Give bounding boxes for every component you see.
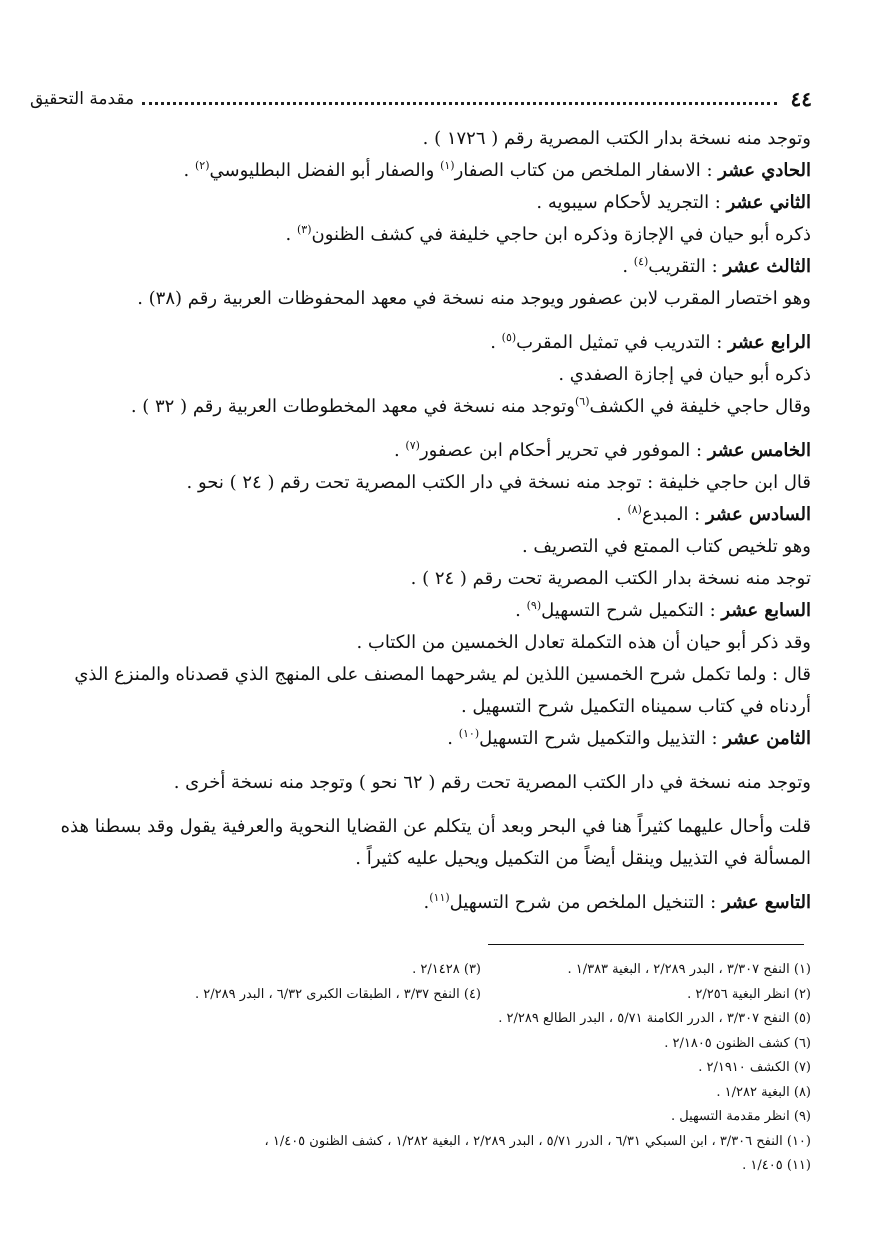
- entry-label: الثاني عشر: [726, 192, 811, 213]
- entry-heading: الثامن عشر : التذييل والتكميل شرح التسهيل$^{(١٠)}$ .: [447, 727, 811, 749]
- footnote-ref: (١): [440, 159, 455, 172]
- footnote-line: [60, 1007, 811, 1032]
- entry-heading: الحادي عشر : الاسفار الملخص من كتاب الصفار$^{(١)}$ والصفار أبو الفضل البطليوسي$^{(٢)}$ .: [183, 159, 811, 181]
- entry-heading: الخامس عشر : الموفور في تحرير أحكام ابن عصفور$^{(٧)}$ .: [393, 439, 811, 461]
- footnote-line: [60, 1032, 811, 1057]
- footnote-ref: (٩): [526, 599, 542, 612]
- footnote: (٦) كشف الظنون ٢/١٨٠٥ .: [664, 1035, 811, 1051]
- page-number: ٤٤: [790, 87, 812, 111]
- entry-label: الرابع عشر: [727, 332, 811, 353]
- dotted-leader: [142, 102, 776, 105]
- footnote: (٢) انظر البغية ٢/٢٥٦ .: [687, 986, 811, 1002]
- entry-heading: الثاني عشر : التجريد لأحكام سيبويه .: [536, 192, 811, 213]
- footnote: (٤) النفح ٣/٣٧ ، الطبقات الكبرى ٦/٣٢ ، البدر ٢/٢٨٩ .: [195, 986, 481, 1002]
- entry-label: الثامن عشر: [723, 728, 811, 749]
- entry-label: الحادي عشر: [718, 160, 811, 181]
- text-line: ذكره أبو حيان في الإجازة وذكره ابن حاجي خليفة في كشف الظنون$^{(٣)}$ .: [285, 223, 811, 245]
- entry-label: الخامس عشر: [707, 440, 811, 461]
- footnote: (١٠) النفح ٣/٣٠٦ ، ابن السبكي ٦/٣١ ، الدرر ٥/٧١ ، البدر ٢/٢٨٩ ، البغية ١/٢٨٢ ، كشف الظنون ١/٤٠٥ ،: [264, 1133, 811, 1149]
- text-line: ذكره أبو حيان في إجازة الصفدي .: [558, 364, 811, 385]
- text-line: وهو تلخيص كتاب الممتع في التصريف .: [521, 536, 811, 557]
- entry-label: السادس عشر: [705, 504, 811, 525]
- footnote-line: [60, 983, 811, 1008]
- footnote: (١١) ١/٤٠٥ .: [742, 1158, 811, 1173]
- footnote: (٥) النفح ٣/٣٠٧ ، الدرر الكامنة ٥/٧١ ، البدر الطالع ٢/٢٨٩ .: [498, 1011, 811, 1026]
- entry-heading: السابع عشر : التكميل شرح التسهيل$^{(٩)}$ .: [515, 599, 811, 621]
- footnote-line: [60, 1056, 811, 1081]
- footnote: (٨) البغية ١/٢٨٢ .: [716, 1084, 811, 1100]
- footnote-ref: (٢): [195, 159, 210, 172]
- text-line: وتوجد منه نسخة في دار الكتب المصرية تحت رقم ( ٦٢ نحو ) وتوجد منه نسخة أخرى .: [173, 772, 811, 793]
- text-line: وقد ذكر أبو حيان أن هذه التكملة تعادل الخمسين من الكتاب .: [356, 632, 811, 653]
- text-paragraph: قلت وأحال عليهما كثيراً هنا في البحر وبعد أن يتكلم عن القضايا النحوية والعرفية يقول وقد بسطنا هذه المسألة في التذييل وينقل أيضاً من التكميل ويحيل عليه كثيراً .: [60, 816, 811, 869]
- footnote-ref: (٣): [296, 223, 312, 236]
- text-paragraph: قال : ولما تكمل شرح الخمسين اللذين لم يشرحهما المصنف على المنهج الذي قصدناه والمنزع الذي أردناه في كتاب سميناه التكميل شرح التسهيل .: [74, 664, 811, 717]
- running-title: مقدمة التحقيق: [30, 89, 135, 109]
- footnote-line: [60, 1105, 811, 1130]
- entry-heading: السادس عشر : المبدع$^{(٨)}$ .: [615, 503, 811, 525]
- entry-heading: الرابع عشر : التدريب في تمثيل المقرب$^{(٥)}$ .: [490, 331, 811, 353]
- entry-heading: الثالث عشر : التقريب$^{(٤)}$ .: [622, 255, 811, 277]
- entry-label: الثالث عشر: [723, 256, 811, 277]
- text-line: قال ابن حاجي خليفة : توجد منه نسخة في دار الكتب المصرية تحت رقم ( ٢٤ ) نحو .: [186, 472, 811, 493]
- body-text: [40, 123, 811, 919]
- text-line: توجد منه نسخة بدار الكتب المصرية تحت رقم ( ٢٤ ) .: [410, 568, 811, 589]
- footnote-ref: (٦): [575, 395, 590, 408]
- footnote-separator: [488, 944, 804, 945]
- footnote: (١) النفح ٣/٣٠٧ ، البدر ٢/٢٨٩ ، البغية ١/٣٨٣ .: [567, 962, 811, 977]
- footnote-ref: (٥): [501, 331, 517, 344]
- footnote-ref: (٧): [405, 439, 420, 452]
- footnote: (٧) الكشف ٢/١٩١٠ .: [698, 1060, 811, 1075]
- footnote: (٩) انظر مقدمة التسهيل .: [670, 1109, 811, 1124]
- text-line: وقال حاجي خليفة في الكشف$^{(٦)}$وتوجد منه نسخة في معهد المخطوطات العربية رقم ( ٣٢ ) .: [130, 395, 811, 417]
- footnote-line: [60, 1154, 811, 1179]
- text-line: وتوجد منه نسخة بدار الكتب المصرية رقم ( ١٧٢٦ ) .: [422, 128, 811, 149]
- footnote-line: [60, 958, 811, 983]
- text-line: وهو اختصار المقرب لابن عصفور ويوجد منه نسخة في معهد المحفوظات العربية رقم (٣٨) .: [137, 288, 811, 309]
- footnote-line: [60, 1130, 811, 1155]
- running-header: [30, 84, 812, 110]
- footnote-ref: (١١): [429, 891, 450, 904]
- footnote: (٣) ٢/١٤٢٨ .: [412, 962, 481, 977]
- entry-label: السابع عشر: [721, 600, 811, 621]
- footnote-ref: (٤): [633, 255, 649, 268]
- footnote-ref: (١٠): [458, 727, 480, 740]
- footnote-line: [60, 1081, 811, 1106]
- entry-label: التاسع عشر: [721, 892, 811, 913]
- footnote-ref: (٨): [627, 503, 642, 516]
- entry-heading: التاسع عشر : التنخيل الملخص من شرح التسهيل$^{(١١)}$.: [423, 891, 811, 913]
- footnotes: [60, 958, 811, 1179]
